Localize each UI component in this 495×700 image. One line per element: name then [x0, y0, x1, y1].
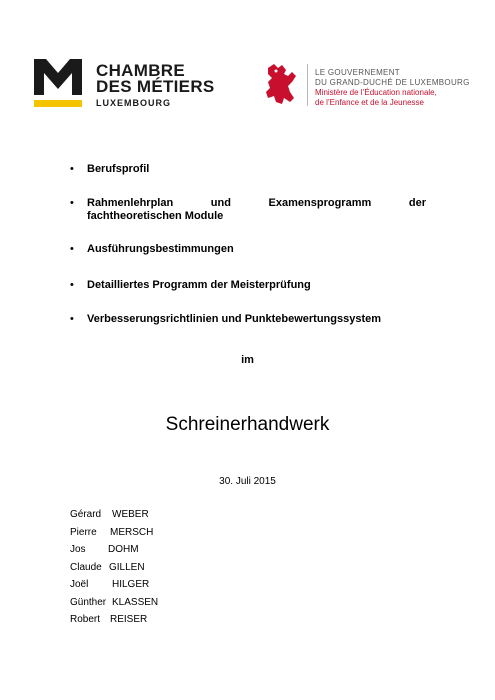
author-first-name: Joël [70, 579, 89, 590]
list-item: • Verbesserungsrichtlinien und Punktebewertungssystem [70, 313, 426, 326]
author-row [70, 579, 158, 597]
word: und [210, 197, 231, 209]
author-first-name: Robert [70, 614, 101, 625]
cdm-line-3: LUXEMBOURG [96, 98, 171, 108]
gov-line-2: DU GRAND-DUCHÉ DE LUXEMBOURG [315, 78, 470, 87]
government-text [315, 68, 470, 108]
author-last-name: MERSCH [110, 526, 154, 538]
cdm-wordmark [96, 63, 215, 108]
logo-divider [307, 64, 308, 106]
author-last-name: WEBER [112, 509, 149, 520]
author-first-name: Pierre [70, 526, 97, 538]
gov-line-3: Ministère de l’Éducation nationale, [315, 88, 437, 97]
author-list [70, 509, 158, 632]
author-row [70, 527, 158, 545]
cdm-line-2: DES MÉTIERS [96, 77, 215, 96]
author-first-name: Claude [70, 561, 102, 573]
list-item: • Berufsprofil [70, 163, 426, 176]
list-item-line-2: fachtheoretischen Module [87, 210, 224, 222]
list-item-line-1 [87, 197, 426, 210]
author-last-name: HILGER [112, 579, 150, 590]
document-date: 30. Juli 2015 [219, 476, 276, 487]
list-item: • Ausführungsbestimmungen [70, 243, 426, 256]
list-item [70, 197, 426, 223]
im-label: im [241, 354, 254, 366]
author-first-name: Günther [70, 596, 107, 608]
chambre-des-metiers-logo [34, 59, 234, 111]
author-first-name: Gérard [70, 509, 102, 520]
author-row [70, 544, 158, 562]
trade-title: Schreinerhandwerk [165, 414, 330, 435]
government-logo [262, 62, 472, 114]
gov-line-4: de l’Enfance et de la Jeunesse [315, 98, 424, 107]
word: der [408, 197, 426, 209]
author-row [70, 562, 158, 580]
word: Examensprogramm [268, 197, 372, 209]
gov-line-1: LE GOUVERNEMENT [315, 68, 400, 77]
author-first-name: Jos [70, 544, 86, 555]
author-last-name: REISER [110, 614, 148, 625]
list-item: • Detailliertes Programm der Meisterprüfung [70, 279, 426, 292]
author-row [70, 597, 158, 615]
author-last-name: KLASSEN [112, 596, 159, 608]
author-last-name: GILLEN [109, 561, 145, 573]
word: • Rahmenlehrplan [87, 197, 174, 209]
author-last-name: DOHM [108, 544, 139, 555]
cdm-line-1: CHAMBRE [96, 61, 185, 80]
cdm-m-mark-icon [34, 59, 82, 109]
author-row [70, 509, 158, 527]
author-row [70, 614, 158, 632]
red-lion-icon [262, 62, 298, 106]
